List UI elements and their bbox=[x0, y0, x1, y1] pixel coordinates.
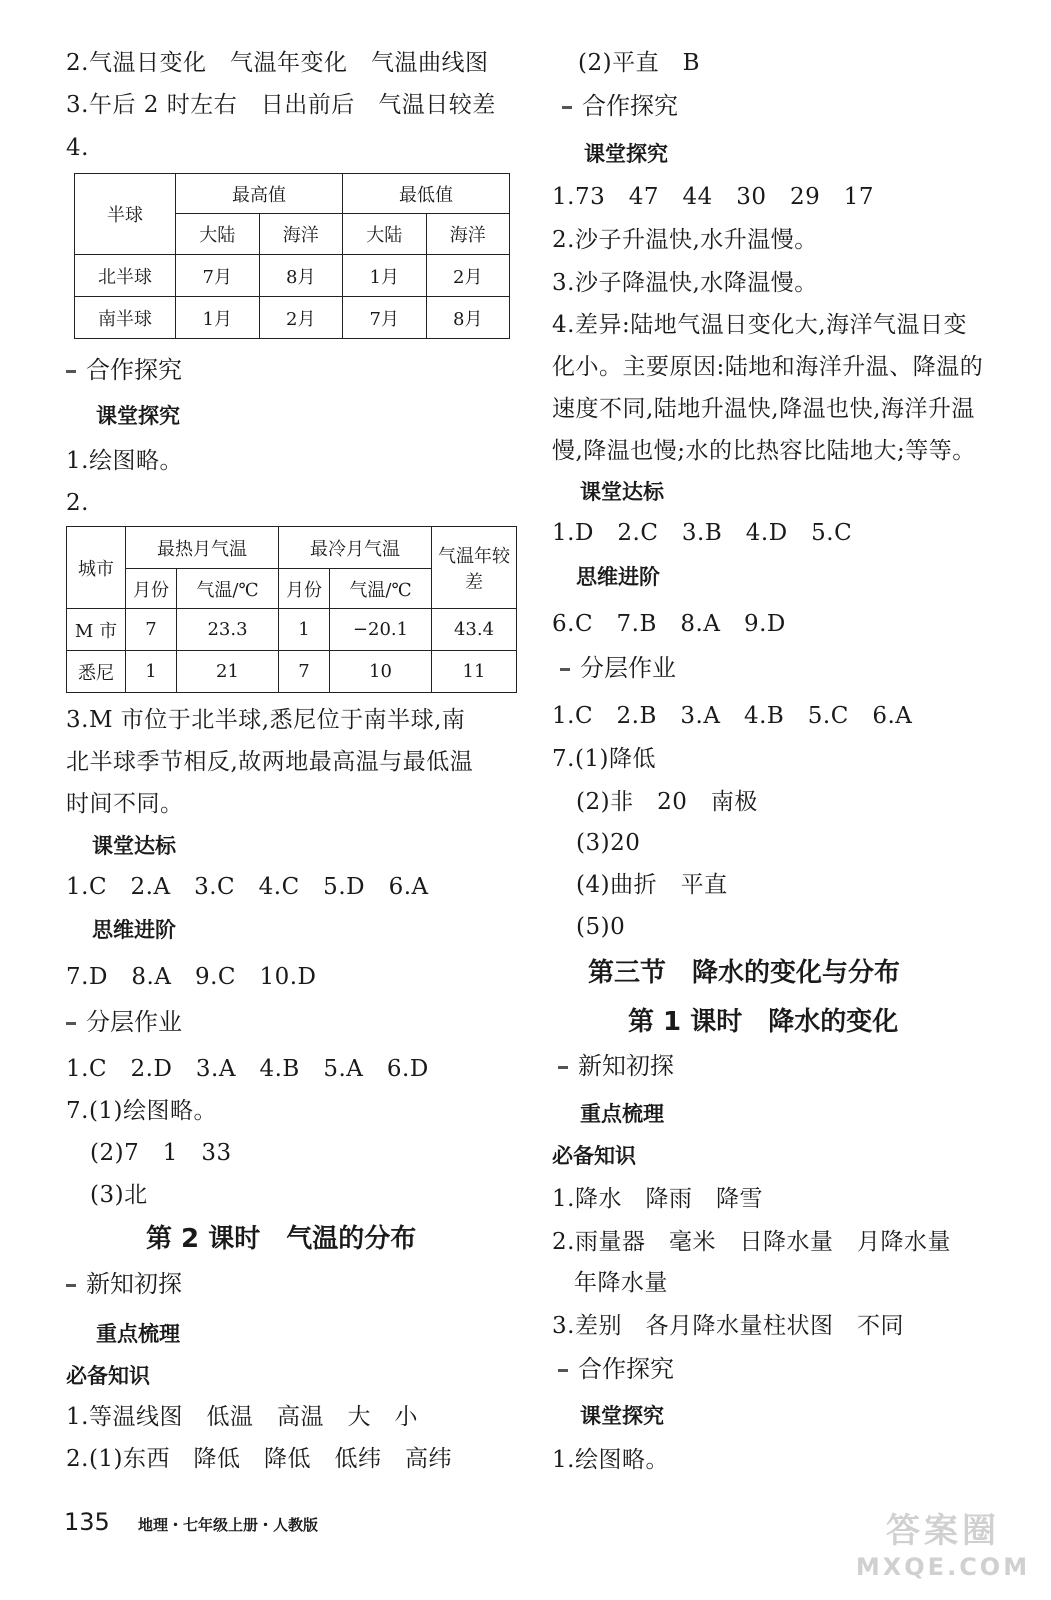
table-cell: 1 bbox=[126, 651, 177, 693]
answer-line: 7.(1)降低 bbox=[552, 746, 657, 772]
section-heading bbox=[558, 1050, 674, 1082]
bullet-mark-icon bbox=[66, 1284, 76, 1287]
section-heading-label: 合作探究 bbox=[582, 92, 678, 120]
answer-line: (2)平直 B bbox=[578, 50, 700, 76]
answer-line: 1.D 2.C 3.B 4.D 5.C bbox=[552, 520, 853, 546]
table-cell: 11 bbox=[432, 651, 517, 693]
answer-line: 1.73 47 44 30 29 17 bbox=[552, 184, 875, 210]
answer-line: 1.绘图略。 bbox=[552, 1447, 669, 1473]
watermark-top-text: 答案圈 bbox=[886, 1511, 1000, 1551]
bullet-mark-icon bbox=[562, 106, 572, 109]
table-header: 半球 bbox=[75, 174, 176, 255]
answer-line: (2)7 1 33 bbox=[90, 1140, 232, 1166]
subheading: 重点梳理 bbox=[96, 1322, 180, 1346]
section-heading bbox=[66, 354, 182, 386]
table-cell: 23.3 bbox=[177, 609, 279, 651]
watermark-logo bbox=[843, 1510, 1043, 1590]
table-cell: 10 bbox=[330, 651, 432, 693]
answer-line: (4)曲折 平直 bbox=[576, 872, 728, 898]
section-heading bbox=[558, 1353, 674, 1385]
answer-line: 1.绘图略。 bbox=[66, 448, 183, 474]
bullet-mark-icon bbox=[66, 1022, 76, 1025]
answer-line: 3.差别 各月降水量柱状图 不同 bbox=[552, 1313, 904, 1339]
answer-line: 2.(1)东西 降低 降低 低纬 高纬 bbox=[66, 1446, 453, 1472]
table-cell: 北半球 bbox=[75, 255, 176, 297]
section-heading-label: 分层作业 bbox=[86, 1008, 182, 1036]
table-cell: 7 bbox=[126, 609, 177, 651]
subheading: 课堂探究 bbox=[580, 1404, 664, 1428]
answer-line: 2. bbox=[66, 490, 89, 516]
table-cell: 1 bbox=[279, 609, 330, 651]
table-header: 大陆 bbox=[176, 214, 260, 255]
subheading: 课堂达标 bbox=[580, 480, 664, 504]
subheading: 课堂探究 bbox=[96, 404, 180, 428]
temperature-extremes-table bbox=[74, 173, 510, 339]
answer-paragraph-line: 化小。主要原因:陆地和海洋升温、降温的 bbox=[552, 354, 984, 380]
answer-line: (2)非 20 南极 bbox=[576, 789, 758, 815]
section-heading-label: 新知初探 bbox=[86, 1270, 182, 1298]
table-cell: 43.4 bbox=[432, 609, 517, 651]
section-heading-label: 合作探究 bbox=[578, 1355, 674, 1383]
section-title: 第三节 降水的变化与分布 bbox=[588, 958, 901, 988]
bullet-mark-icon bbox=[560, 668, 570, 671]
answer-line: (3)20 bbox=[576, 830, 641, 856]
table-cell: 21 bbox=[177, 651, 279, 693]
table-header: 最低值 bbox=[343, 174, 510, 214]
table-cell: −20.1 bbox=[330, 609, 432, 651]
answer-paragraph-line: 3.M 市位于北半球,悉尼位于南半球,南 bbox=[66, 707, 466, 733]
table-header: 城市 bbox=[67, 527, 126, 609]
answer-line: 1.降水 降雨 降雪 bbox=[552, 1186, 763, 1212]
table-header: 最热月气温 bbox=[126, 527, 279, 569]
table-cell: 7月 bbox=[343, 297, 427, 339]
section-heading-label: 合作探究 bbox=[86, 356, 182, 384]
section-heading-label: 新知初探 bbox=[578, 1052, 674, 1080]
answer-line: 2.雨量器 毫米 日降水量 月降水量 bbox=[552, 1229, 951, 1255]
book-title: 地理・七年级上册・人教版 bbox=[138, 1516, 319, 1534]
table-header: 大陆 bbox=[343, 214, 427, 255]
table-cell: 悉尼 bbox=[67, 651, 126, 693]
table-header: 月份 bbox=[126, 569, 177, 609]
subheading: 课堂达标 bbox=[92, 834, 176, 858]
answer-line: 1.C 2.B 3.A 4.B 5.C 6.A bbox=[552, 703, 913, 729]
table-header: 气温/℃ bbox=[330, 569, 432, 609]
table-header: 气温年较差 bbox=[432, 527, 517, 609]
table-cell: 7月 bbox=[176, 255, 260, 297]
answer-line: 7.(1)绘图略。 bbox=[66, 1098, 218, 1124]
table-cell: 8月 bbox=[426, 297, 510, 339]
subheading: 必备知识 bbox=[552, 1144, 636, 1168]
answer-paragraph-line: 北半球季节相反,故两地最高温与最低温 bbox=[66, 749, 474, 775]
section-heading bbox=[560, 652, 676, 684]
table-header: 最高值 bbox=[176, 174, 343, 214]
answer-line: (5)0 bbox=[576, 914, 626, 940]
table-header: 海洋 bbox=[426, 214, 510, 255]
section-heading-label: 分层作业 bbox=[580, 654, 676, 682]
table-cell: 8月 bbox=[259, 255, 343, 297]
table-row bbox=[67, 651, 517, 693]
answer-line: 3.沙子降温快,水降温慢。 bbox=[552, 270, 818, 296]
table-cell: M 市 bbox=[67, 609, 126, 651]
section-heading bbox=[66, 1268, 182, 1300]
answer-line: 6.C 7.B 8.A 9.D bbox=[552, 611, 786, 637]
table-cell: 7 bbox=[279, 651, 330, 693]
lesson-title: 第 1 课时 降水的变化 bbox=[628, 1007, 899, 1037]
table-cell: 南半球 bbox=[75, 297, 176, 339]
subheading: 必备知识 bbox=[66, 1364, 150, 1388]
bullet-mark-icon bbox=[66, 370, 76, 373]
table-header: 月份 bbox=[279, 569, 330, 609]
bullet-mark-icon bbox=[558, 1369, 568, 1372]
table-row bbox=[67, 609, 517, 651]
page-number: 135 bbox=[64, 1508, 110, 1536]
answer-line: 1.等温线图 低温 高温 大 小 bbox=[66, 1404, 418, 1430]
answer-paragraph-line: 速度不同,陆地升温快,降温也快,海洋升温 bbox=[552, 396, 975, 422]
subheading: 思维进阶 bbox=[576, 565, 660, 589]
table-cell: 2月 bbox=[259, 297, 343, 339]
answer-paragraph-line: 慢,降温也慢;水的比热容比陆地大;等等。 bbox=[552, 438, 976, 464]
answer-line: 2.气温日变化 气温年变化 气温曲线图 bbox=[66, 50, 489, 76]
answer-line: 年降水量 bbox=[574, 1270, 668, 1296]
section-heading bbox=[66, 1006, 182, 1038]
table-row bbox=[75, 255, 510, 297]
section-heading bbox=[562, 90, 678, 122]
answer-line: 4. bbox=[66, 135, 89, 161]
subheading: 课堂探究 bbox=[584, 142, 668, 166]
answer-line: 3.午后 2 时左右 日出前后 气温日较差 bbox=[66, 92, 496, 118]
table-header: 海洋 bbox=[259, 214, 343, 255]
table-header: 最冷月气温 bbox=[279, 527, 432, 569]
answer-line: 1.C 2.D 3.A 4.B 5.A 6.D bbox=[66, 1056, 429, 1082]
table-row bbox=[75, 297, 510, 339]
subheading: 思维进阶 bbox=[92, 918, 176, 942]
table-header: 气温/℃ bbox=[177, 569, 279, 609]
bullet-mark-icon bbox=[558, 1066, 568, 1069]
answer-paragraph-line: 4.差异:陆地气温日变化大,海洋气温日变 bbox=[552, 312, 968, 338]
answer-line: 1.C 2.A 3.C 4.C 5.D 6.A bbox=[66, 874, 429, 900]
city-temperature-table bbox=[66, 526, 517, 693]
table-cell: 1月 bbox=[343, 255, 427, 297]
lesson-title: 第 2 课时 气温的分布 bbox=[146, 1224, 417, 1254]
watermark-bottom-text: MXQE.COM bbox=[855, 1553, 1031, 1581]
table-cell: 2月 bbox=[426, 255, 510, 297]
answer-line: 7.D 8.A 9.C 10.D bbox=[66, 964, 317, 990]
answer-line: (3)北 bbox=[90, 1182, 148, 1208]
table-cell: 1月 bbox=[176, 297, 260, 339]
answer-paragraph-line: 时间不同。 bbox=[66, 791, 184, 817]
subheading: 重点梳理 bbox=[580, 1102, 664, 1126]
answer-line: 2.沙子升温快,水升温慢。 bbox=[552, 227, 818, 253]
